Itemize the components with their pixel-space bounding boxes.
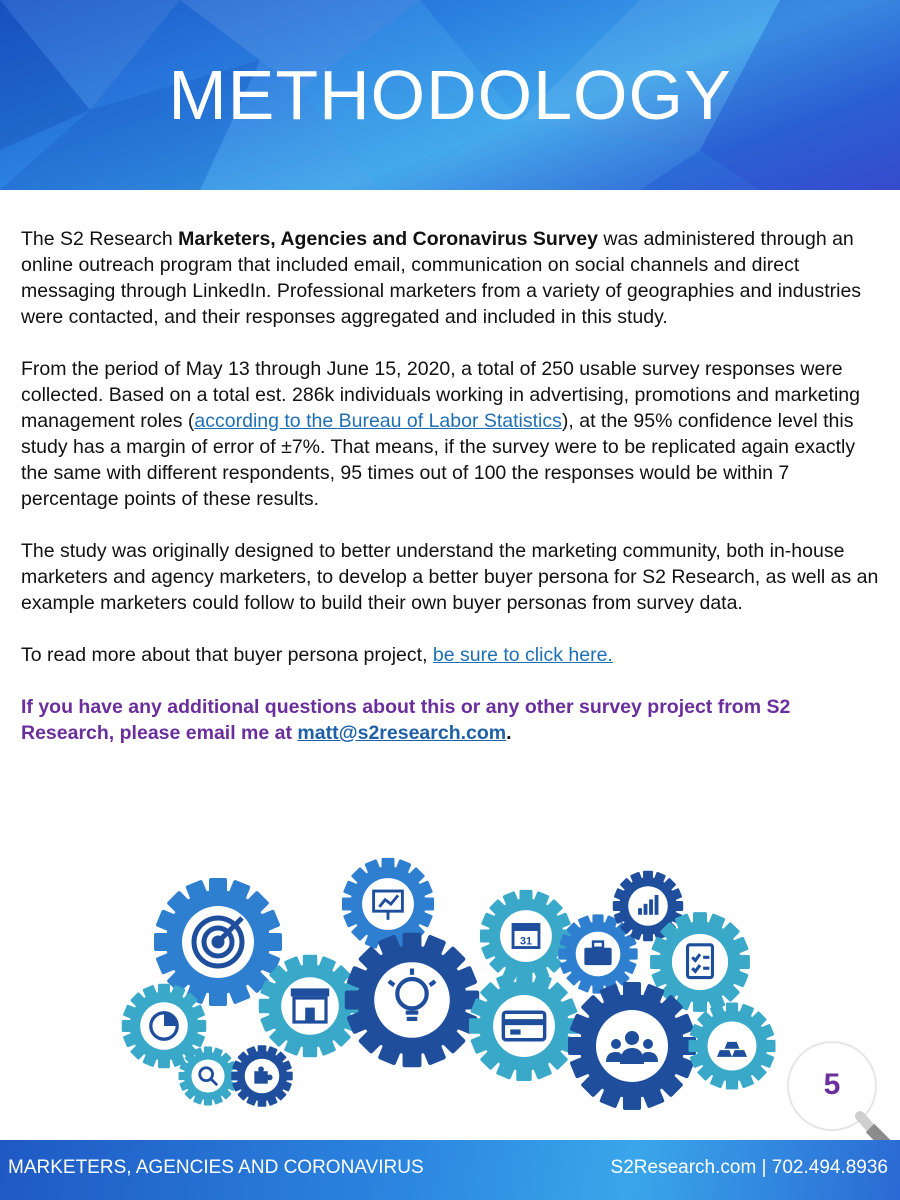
text: was administered through an online outreach program that included email, communication on social channels and direct messaging through LinkedIn. Professional marketers from a variety of geographies and industries were contacted, and their responses aggregated and included in this study.	[21, 228, 862, 328]
gear-search	[179, 1047, 238, 1106]
gear-clipboard	[650, 912, 750, 1012]
email-link[interactable]: matt@s2research.com	[297, 722, 507, 744]
contact-callout	[21, 694, 881, 746]
text: If you have any additional questions about this or any other survey project from S2 Research, please email me at	[21, 696, 791, 744]
paragraph-survey-intro	[21, 226, 881, 330]
gear-pie-chart	[122, 984, 206, 1068]
gear-gold-bars	[688, 1002, 775, 1089]
calendar-day: 31	[520, 935, 532, 948]
bls-link[interactable]: according to the Bureau of Labor Statistics	[194, 410, 562, 432]
text: ), at the 95% confidence level this study has a margin of error of ±7%. That means, if the survey were to be replicated again exactly the same with different respondents, 95 times out of 100 the responses would be within 7 percentage points of these results.	[21, 410, 856, 510]
paragraph-study-purpose: The study was originally designed to better understand the marketing community, both in-house marketers and agency marketers, to develop a better buyer persona for S2 Research, as well as an example marketers could follow to build their own buyer personas from survey data.	[21, 540, 879, 614]
survey-name: Marketers, Agencies and Coronavirus Survey	[178, 228, 598, 250]
buyer-persona-link[interactable]: be sure to click here.	[432, 644, 613, 666]
text: To read more about that buyer persona project,	[21, 644, 433, 666]
text: The S2 Research	[21, 228, 179, 250]
gears-illustration	[110, 850, 790, 1140]
gear-puzzle	[231, 1045, 292, 1106]
paragraph-sample-details	[21, 356, 881, 512]
gear-credit-card	[469, 971, 579, 1081]
gear-calendar	[480, 890, 572, 982]
page-header	[0, 0, 900, 190]
footer-contact: S2Research.com | 702.494.8936	[610, 1157, 888, 1178]
text: .	[506, 722, 512, 744]
gear-lightbulb	[345, 933, 479, 1067]
gear-team	[568, 982, 696, 1110]
paragraph-buyer-persona	[21, 642, 881, 668]
page-number: 5	[823, 1068, 841, 1101]
footer-report-title: MARKETERS, AGENCIES AND CORONAVIRUS	[8, 1157, 424, 1178]
page-title: METHODOLOGY	[168, 56, 732, 134]
page-footer	[0, 1140, 900, 1200]
methodology-body	[21, 226, 881, 772]
text: From the period of May 13 through June 15, 2020, a total of 250 usable survey responses were collected. Based on a total est. 286k individuals working in advertising, promotions and marketing management roles (	[21, 358, 860, 432]
